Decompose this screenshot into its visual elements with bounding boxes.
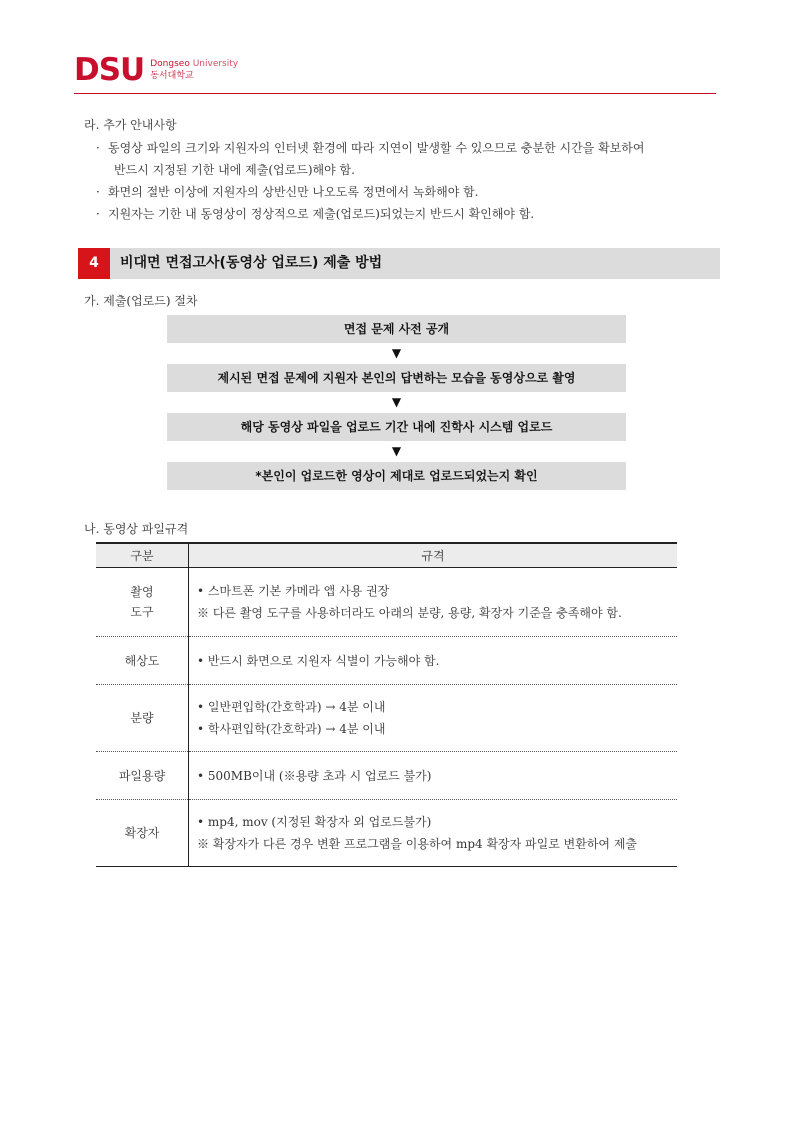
- down-arrow-icon: ▼: [391, 444, 402, 458]
- procedure-step: 해당 동영상 파일을 업로드 기간 내에 진학사 시스템 업로드: [167, 413, 626, 441]
- spec-label: 나. 동영상 파일규격: [84, 522, 189, 536]
- logo-english: [150, 58, 238, 70]
- row-spec: [189, 800, 678, 867]
- section-number: 4: [78, 248, 110, 279]
- row-category: 해상도: [96, 637, 189, 685]
- row-category: [96, 568, 189, 637]
- spec-line: ※ 다른 촬영 도구를 사용하더라도 아래의 분량, 용량, 확장자 기준을 충족해야 함.: [197, 606, 622, 620]
- row-category: 확장자: [96, 800, 189, 867]
- table-header-category: 구분: [96, 543, 189, 568]
- row-category: 파일용량: [96, 752, 189, 800]
- note-item: [96, 205, 534, 222]
- row-category-line: 도구: [130, 605, 154, 619]
- table-row: [96, 637, 677, 685]
- down-arrow-icon: ▼: [391, 346, 402, 360]
- bullet-dot: ·: [96, 207, 100, 221]
- spec-line: • 500MB이내 (※용량 초과 시 업로드 불가): [197, 768, 432, 783]
- procedure-step: *본인이 업로드한 영상이 제대로 업로드되었는지 확인: [167, 462, 626, 490]
- procedure-step: 면접 문제 사전 공개: [167, 315, 626, 343]
- notes-label: 라. 추가 안내사항: [84, 118, 177, 132]
- spec-line: • 스마트폰 기본 카메라 앱 사용 권장: [197, 584, 390, 598]
- section-title: 비대면 면접고사(동영상 업로드) 제출 방법: [120, 255, 383, 271]
- logo-english-bold: Dongseo: [150, 59, 190, 69]
- procedure-label: 가. 제출(업로드) 절차: [84, 294, 198, 308]
- note-item-continuation: 반드시 지정된 기한 내에 제출(업로드)해야 함.: [114, 163, 355, 177]
- header-divider: [74, 93, 716, 94]
- note-text: 지원자는 기한 내 동영상이 정상적으로 제출(업로드)되었는지 반드시 확인해야 함.: [108, 207, 535, 221]
- bullet-dot: ·: [96, 185, 100, 199]
- row-category-line: 촬영: [130, 585, 154, 599]
- row-spec: [189, 568, 678, 637]
- note-text: 화면의 절반 이상에 지원자의 상반신만 나오도록 정면에서 녹화해야 함.: [108, 185, 479, 199]
- table-header-row: [96, 543, 677, 568]
- spec-line: • 반드시 화면으로 지원자 식별이 가능해야 함.: [197, 653, 440, 668]
- logo-korean: 동서대학교: [150, 71, 194, 81]
- table-row: [96, 685, 677, 752]
- spec-line: • 일반편입학(간호학과) → 4분 이내: [197, 700, 386, 714]
- table-row: [96, 800, 677, 867]
- spec-line: • mp4, mov (지정된 확장자 외 업로드불가): [197, 815, 432, 829]
- row-spec: [189, 637, 678, 685]
- row-spec: [189, 685, 678, 752]
- logo-text: [150, 58, 238, 82]
- down-arrow-icon: ▼: [391, 395, 402, 409]
- table-row: [96, 568, 677, 637]
- row-category: 분량: [96, 685, 189, 752]
- table-header-spec: 규격: [189, 543, 678, 568]
- spec-line: ※ 확장자가 다른 경우 변환 프로그램을 이용하여 mp4 확장자 파일로 변환하여 제출: [197, 837, 638, 851]
- logo-mark: DSU: [74, 52, 145, 88]
- section-heading: [78, 248, 720, 279]
- note-text: 동영상 파일의 크기와 지원자의 인터넷 환경에 따라 지연이 발생할 수 있으므로 충분한 시간을 확보하여: [108, 141, 645, 155]
- note-item: [96, 183, 479, 200]
- logo-english-thin: University: [192, 59, 239, 69]
- note-item: [96, 139, 644, 156]
- table-row: [96, 752, 677, 800]
- bullet-dot: ·: [96, 141, 100, 155]
- procedure-step: 제시된 면접 문제에 지원자 본인의 답변하는 모습을 동영상으로 촬영: [167, 364, 626, 392]
- university-logo: [74, 52, 239, 88]
- spec-line: • 학사편입학(간호학과) → 4분 이내: [197, 722, 386, 736]
- row-spec: [189, 752, 678, 800]
- spec-table: [96, 542, 677, 867]
